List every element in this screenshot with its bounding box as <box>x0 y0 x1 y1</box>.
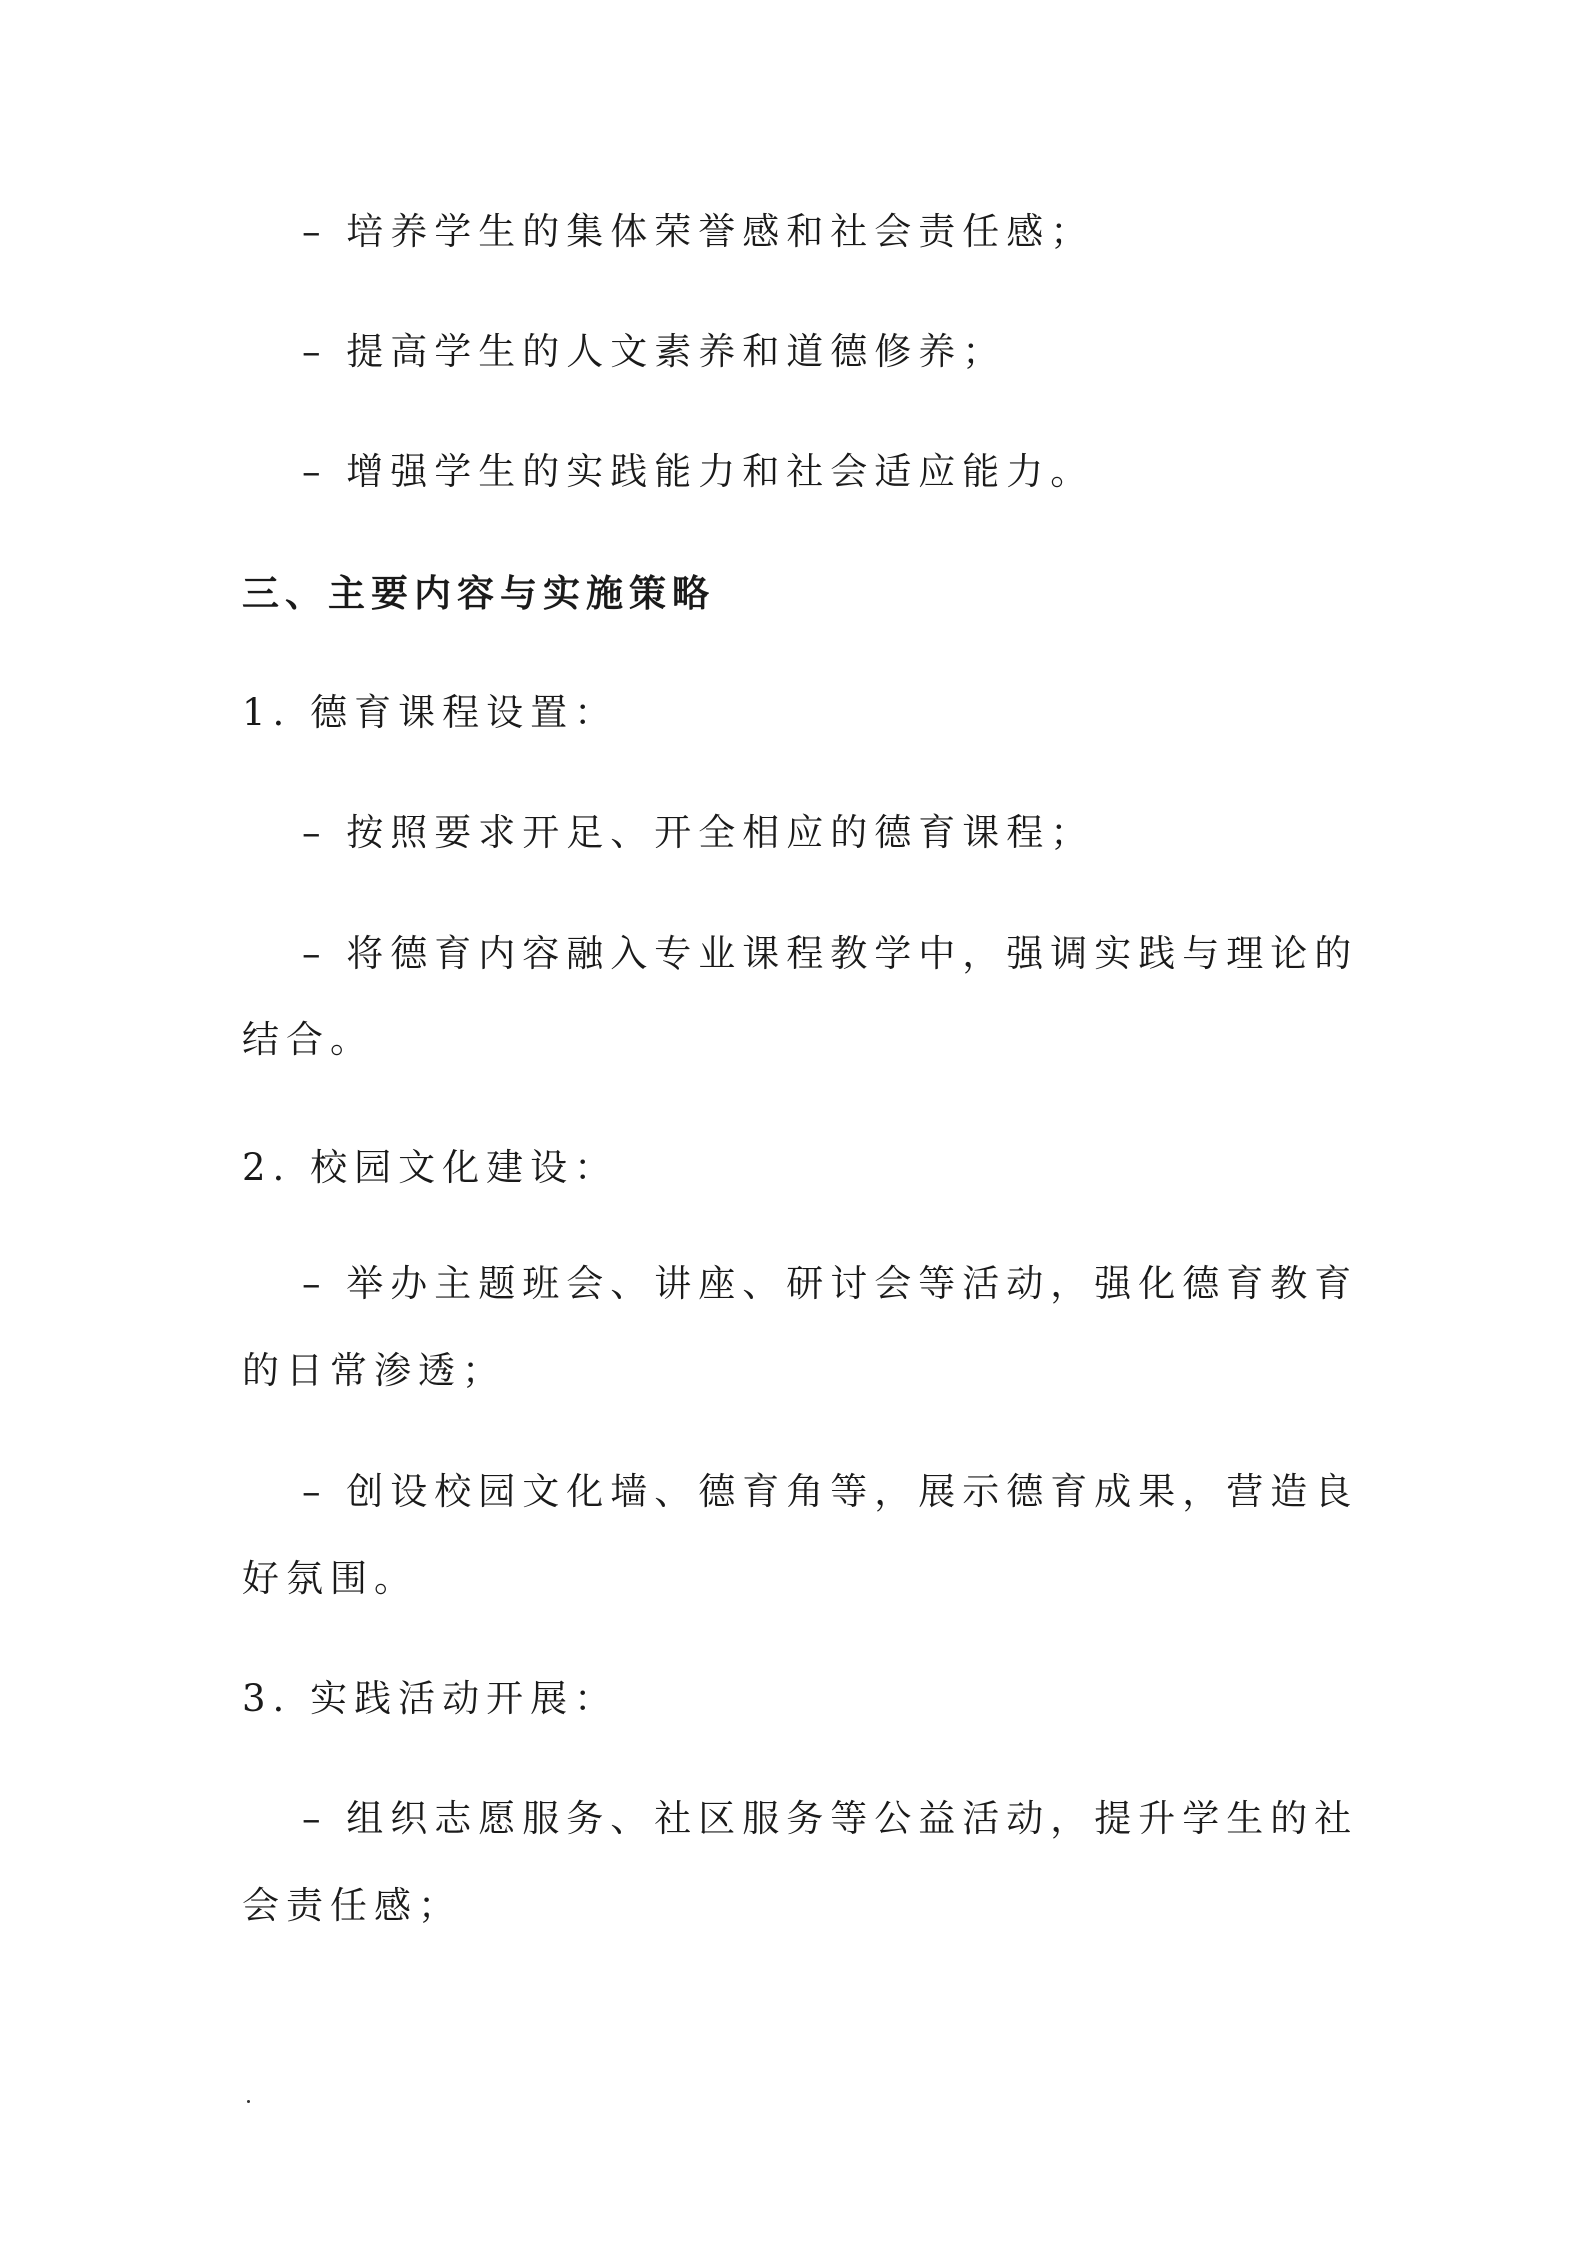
bullet-line: – 举办主题班会、讲座、研讨会等活动，强化德育教育 <box>302 1262 1359 1305</box>
bullet-line: – 组织志愿服务、社区服务等公益活动，提升学生的社 <box>302 1797 1359 1840</box>
bullet-line: – 按照要求开足、开全相应的德育课程； <box>302 811 1095 854</box>
numbered-item: 3. 实践活动开展： <box>242 1677 619 1720</box>
bullet-line: – 增强学生的实践能力和社会适应能力。 <box>302 450 1095 493</box>
numbered-item: 1. 德育课程设置： <box>242 691 619 734</box>
bullet-line: – 提高学生的人文素养和道德修养； <box>302 330 1007 373</box>
bullet-continuation: 会责任感； <box>242 1884 462 1927</box>
bullet-line: – 创设校园文化墙、德育角等，展示德育成果，营造良 <box>302 1470 1359 1513</box>
bullet-continuation: 的日常渗透； <box>242 1349 506 1392</box>
bullet-continuation: 好氛围。 <box>242 1557 418 1600</box>
bullet-line: – 将德育内容融入专业课程教学中，强调实践与理论的 <box>302 932 1359 975</box>
bullet-continuation: 结合。 <box>242 1018 374 1061</box>
footer-mark <box>247 2100 250 2103</box>
bullet-line: – 培养学生的集体荣誉感和社会责任感； <box>302 210 1095 253</box>
numbered-item: 2. 校园文化建设： <box>242 1146 619 1189</box>
section-heading: 三、主要内容与实施策略 <box>242 571 715 615</box>
